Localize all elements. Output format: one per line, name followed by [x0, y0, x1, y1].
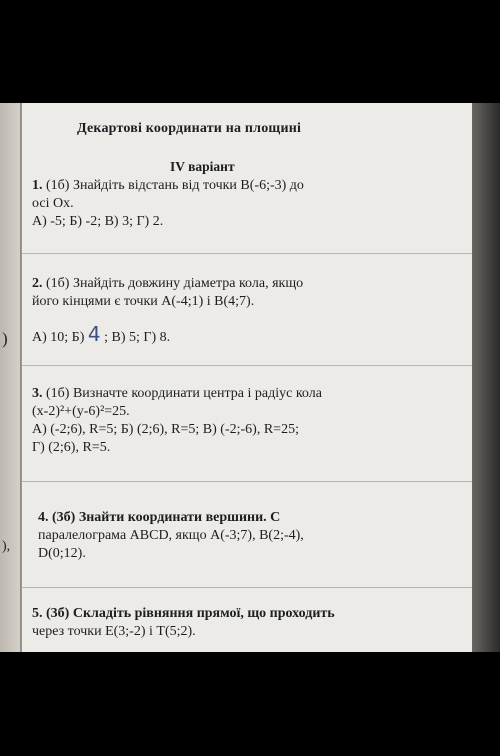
question-4-text-line1: Знайти координати вершини. С	[78, 510, 281, 525]
question-2-number: 2.	[32, 276, 43, 291]
divider	[22, 587, 473, 588]
question-3	[32, 385, 322, 403]
question-1-number: 1.	[32, 178, 43, 193]
question-1-text-line2: осі Ox.	[32, 196, 74, 211]
question-2-answers	[32, 322, 171, 347]
adjacent-page-edge	[0, 103, 21, 652]
question-1-text-line1: Знайдіть відстань від точки В(-6;-3) до	[72, 178, 304, 193]
question-3-equation: (x-2)²+(y-6)²=25.	[32, 404, 130, 419]
question-2-text-line2: його кінцями є точки А(-4;1) і В(4;7).	[32, 294, 255, 309]
question-5-text-line2: через точки Е(3;-2) і Т(5;2).	[32, 624, 196, 639]
question-3-answers-line1: А) (-2;6), R=5; Б) (2;6), R=5; В) (-2;-6), R=25;	[32, 422, 299, 437]
question-3-answers-line2: Г) (2;6), R=5.	[32, 440, 111, 455]
question-2-answers-start: А) 10; Б)	[32, 330, 85, 345]
question-1	[32, 177, 304, 195]
question-3-number: 3.	[32, 386, 43, 401]
question-1-points: (1б)	[46, 178, 70, 193]
worksheet-title: Декартові координати на площині	[77, 121, 302, 136]
question-4-number: 4.	[38, 510, 49, 525]
question-5-points: (3б)	[46, 606, 70, 621]
question-2-answers-end: ; В) 5; Г) 8.	[104, 330, 171, 345]
margin-fragment-1: )	[2, 329, 8, 348]
variant-label: IV варіант	[170, 159, 235, 174]
divider	[22, 253, 473, 254]
question-4-text-line3: D(0;12).	[38, 546, 86, 561]
divider	[22, 365, 473, 366]
question-3-points: (1б)	[46, 386, 70, 401]
divider	[22, 481, 473, 482]
question-5-text-line1: Складіть рівняння прямої, що проходить	[72, 606, 335, 621]
question-2-text-line1: Знайдіть довжину діаметра кола, якщо	[72, 276, 304, 291]
question-5-number: 5.	[32, 606, 43, 621]
photo-of-worksheet	[0, 103, 500, 652]
question-1-answers: А) -5; Б) -2; В) 3; Г) 2.	[32, 214, 164, 229]
question-4	[38, 509, 280, 527]
question-4-points: (3б)	[52, 510, 76, 525]
question-5	[32, 605, 335, 623]
question-3-text-line1: Визначте координати центра і радіус кола	[72, 386, 322, 401]
question-4-text-line2: паралелограма ABCD, якщо А(-3;7), В(2;-4),	[38, 528, 304, 543]
margin-fragment-2: ),	[2, 539, 11, 554]
question-2	[32, 275, 303, 293]
handwritten-answer: 4	[87, 322, 101, 346]
worksheet-page	[21, 103, 473, 652]
photo-shadow-edge	[472, 103, 500, 652]
question-2-points: (1б)	[46, 276, 70, 291]
